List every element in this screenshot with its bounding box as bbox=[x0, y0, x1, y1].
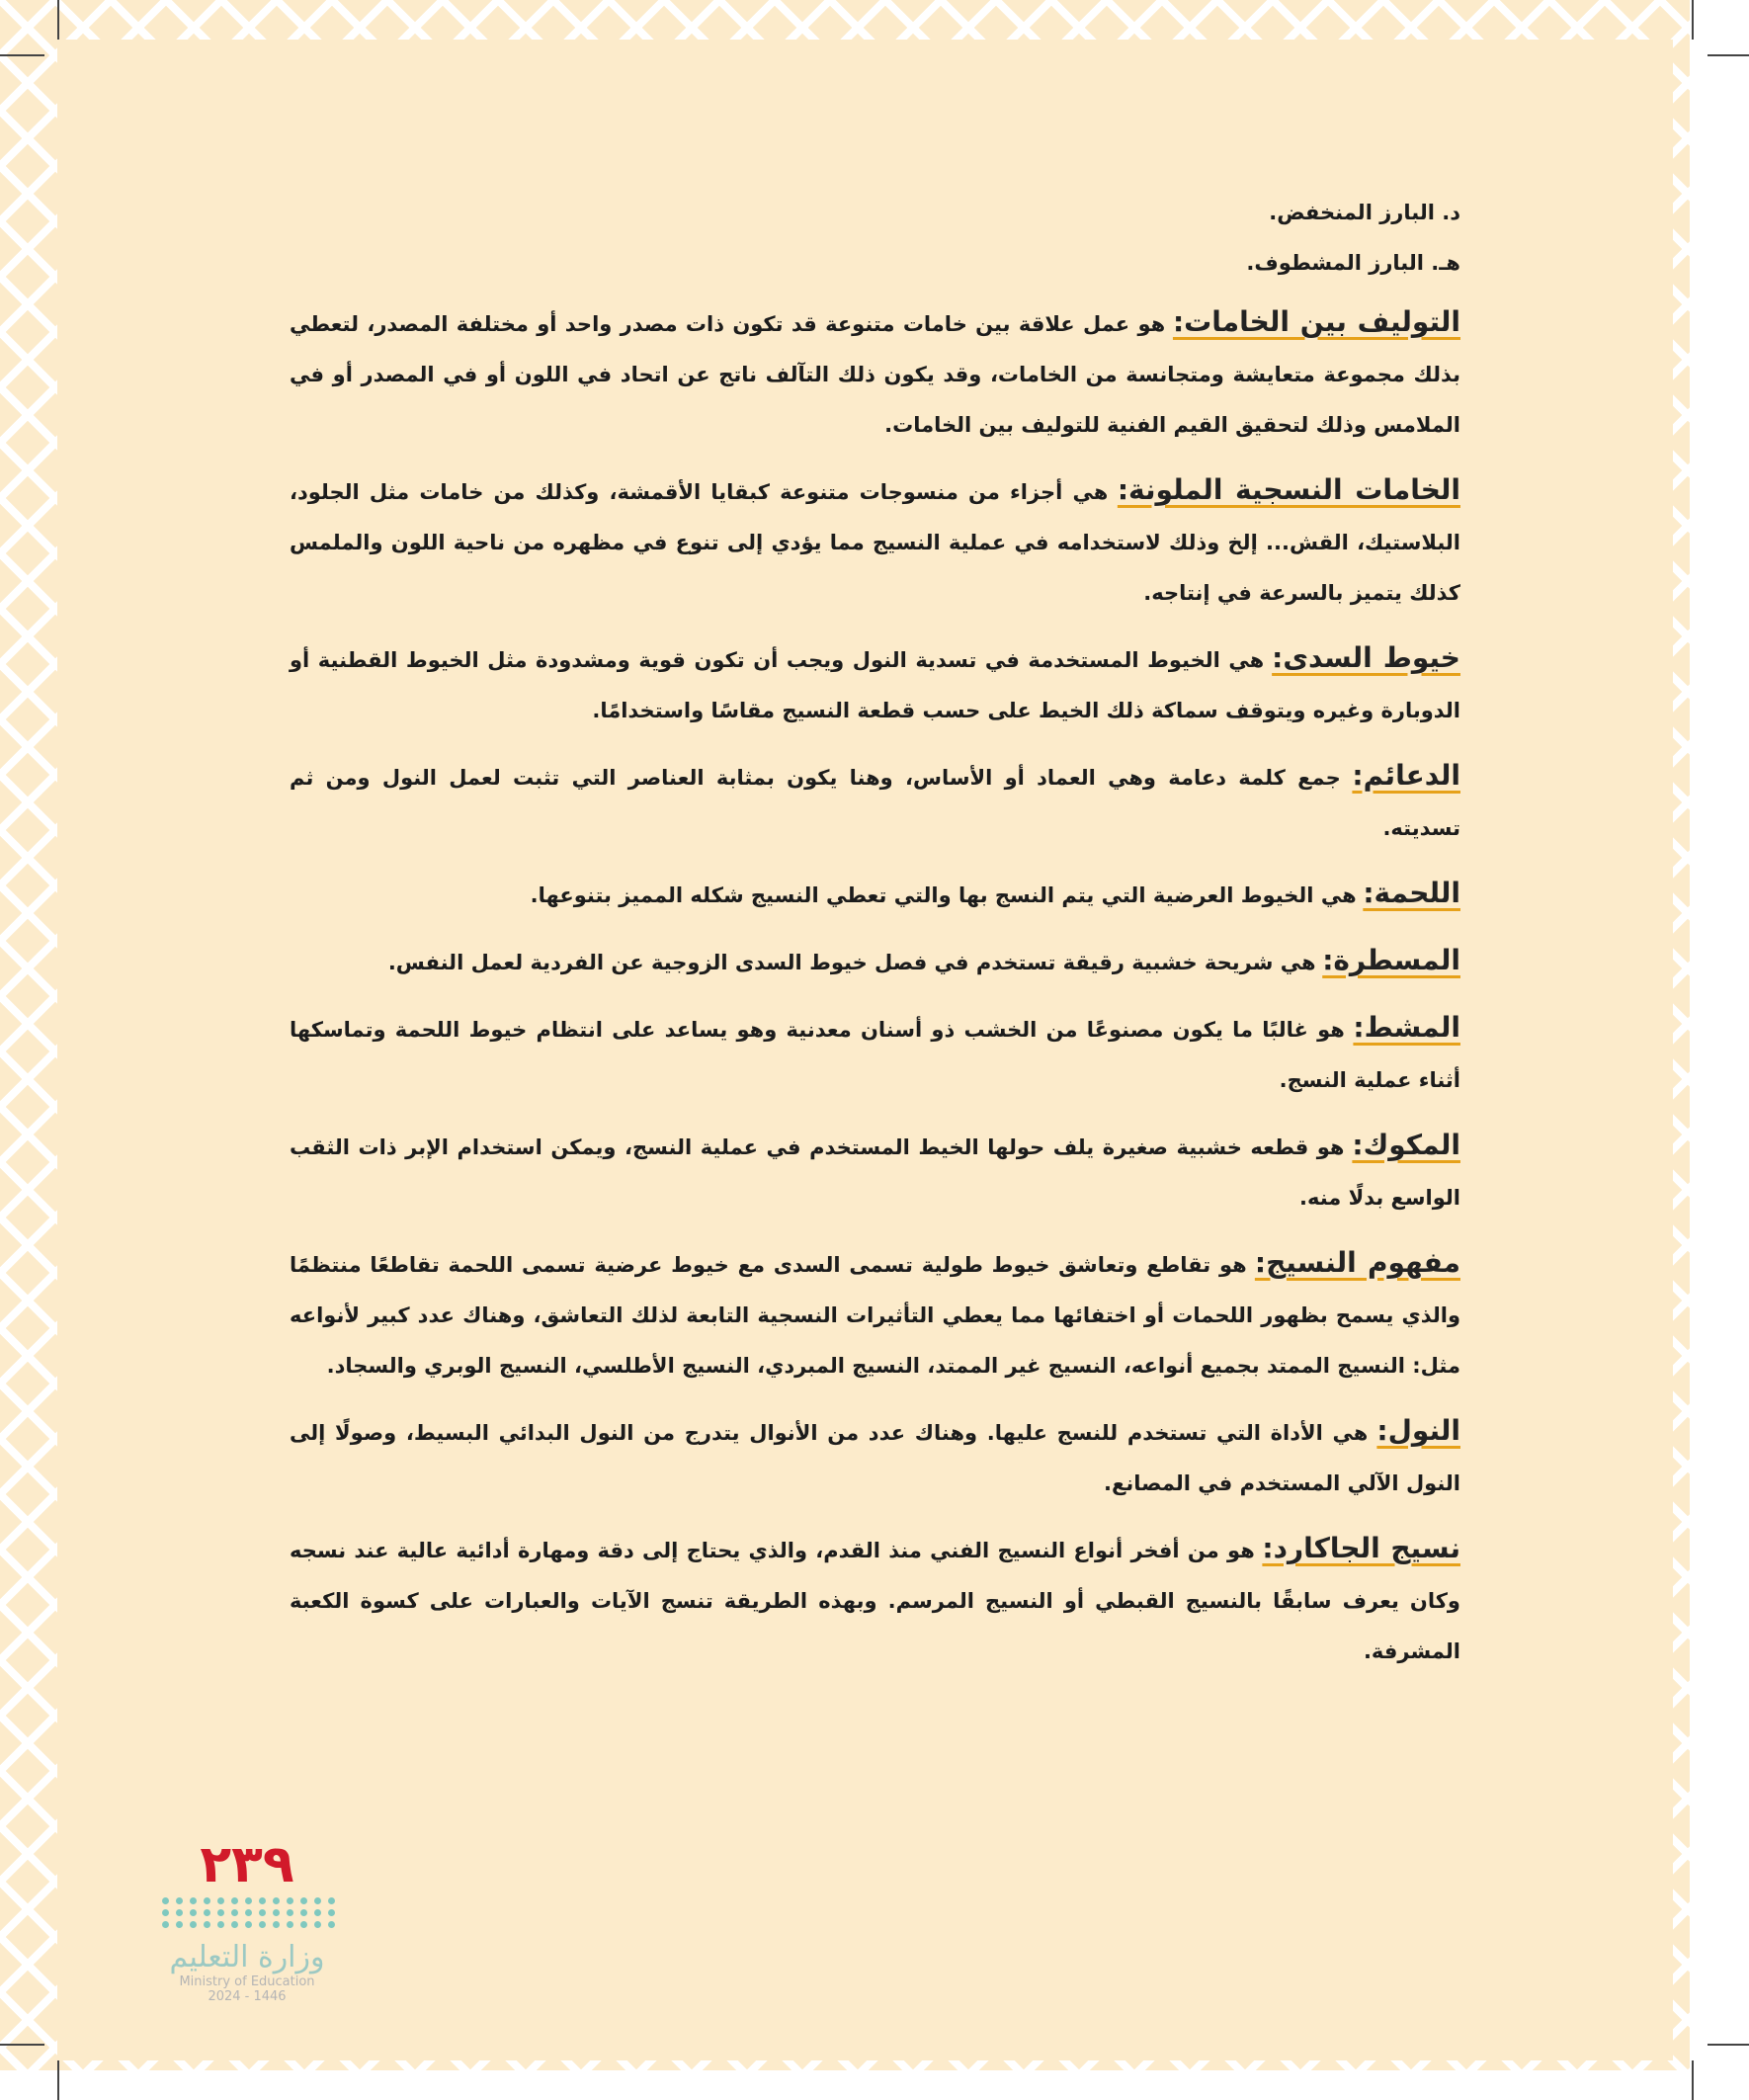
crop-mark bbox=[0, 54, 44, 56]
list-item: هـ. البارز المشطوف. bbox=[1246, 251, 1460, 275]
glossary-definition: هي شريحة خشبية رقيقة تستخدم في فصل خيوط السدى الزوجية عن الفردية لعمل النفس. bbox=[387, 951, 1316, 974]
crop-mark bbox=[57, 0, 59, 40]
crop-mark bbox=[57, 2060, 59, 2100]
glossary-entry bbox=[290, 1237, 1460, 1391]
glossary-term: المسطرة: bbox=[1322, 944, 1460, 976]
ministry-name-english: Ministry of Education bbox=[179, 1974, 315, 1989]
crop-mark bbox=[1707, 54, 1749, 56]
ministry-name-arabic: وزارة التعليم bbox=[169, 1940, 325, 1974]
glossary-definition: جمع كلمة دعامة وهي العماد أو الأساس، وهنا يكون بمثابة العناصر التي تثبت لعمل النول ومن ثم تسديته. bbox=[290, 766, 1460, 840]
glossary-entry bbox=[290, 1002, 1460, 1106]
glossary-entry bbox=[290, 1405, 1460, 1509]
glossary-definition: هو تقاطع وتعاشق خيوط طولية تسمى السدى مع خيوط عرضية تسمى اللحمة تقاطعًا منتظمًا والذي يسمح بظهور اللحمات أو اختفائها مما يعطي التأثيرات النسجية التابعة لذلك التعاشق، وهناك عدد كبير لأنواعه مثل: النسيج الممتد بجميع أنواعه، النسيج غير الممتد، النسيج المبردي، النسيج الأطلسي، النسيج الوبري والسجاد. bbox=[290, 1253, 1460, 1378]
glossary-term: الخامات النسجية الملونة: bbox=[1117, 473, 1460, 506]
glossary-entry bbox=[290, 1523, 1460, 1677]
glossary-definition: هي الخيوط المستخدمة في تسدية النول ويجب أن تكون قوية ومشدودة مثل الخيوط القطنية أو الدوبارة وغيره ويتوقف سماكة ذلك الخيط على حسب قطعة النسيج مقاسًا واستخدامًا. bbox=[290, 648, 1460, 722]
glossary-term: التوليف بين الخامات: bbox=[1172, 305, 1461, 338]
glossary-term: الدعائم: bbox=[1352, 759, 1460, 792]
list-item: د. البارز المنخفض. bbox=[1269, 201, 1460, 224]
glossary-term: خيوط السدى: bbox=[1272, 641, 1460, 674]
glossary-entry bbox=[290, 750, 1460, 854]
glossary-entry bbox=[290, 464, 1460, 619]
glossary-content bbox=[290, 188, 1460, 1691]
glossary-definition: هي الخيوط العرضية التي يتم النسج بها والتي تعطي النسيج شكله المميز بتنوعها. bbox=[530, 883, 1357, 907]
glossary-definition: هو غالبًا ما يكون مصنوعًا من الخشب ذو أسنان معدنية وهو يساعد على انتظام خيوط اللحمة وتماسكها أثناء عملية النسج. bbox=[290, 1018, 1460, 1092]
crop-mark bbox=[0, 2044, 44, 2046]
glossary-term: اللحمة: bbox=[1363, 877, 1460, 909]
glossary-term: نسيج الجاكارد: bbox=[1262, 1532, 1460, 1564]
glossary-term: المكوك: bbox=[1352, 1129, 1460, 1161]
crop-mark bbox=[1692, 2060, 1694, 2100]
glossary-term: مفهوم النسيج: bbox=[1254, 1246, 1460, 1279]
glossary-definition: هي أجزاء من منسوجات متنوعة كبقايا الأقمشة، وكذلك من خامات مثل الجلود، البلاستيك، القش... إلخ وذلك لاستخدامه في عملية النسيج مما يؤدي إلى تنوع في مظهره من ناحية اللون والملمس كذلك يتميز بالسرعة في إنتاجه. bbox=[290, 480, 1460, 605]
glossary-entry bbox=[290, 868, 1460, 921]
glossary-term: النول: bbox=[1376, 1414, 1460, 1447]
crop-mark bbox=[1692, 0, 1694, 40]
glossary-definition: هو عمل علاقة بين خامات متنوعة قد تكون ذات مصدر واحد أو مختلفة المصدر، لتعطي بذلك مجموعة متعايشة ومتجانسة من الخامات، وقد يكون ذلك التآلف ناتج عن اتحاد في اللون أو في المصدر أو في الملامس وذلك لتحقيق القيم الفنية للتوليف بين الخامات. bbox=[290, 312, 1460, 437]
glossary-definition: هو من أفخر أنواع النسيج الفني منذ القدم، والذي يحتاج إلى دقة ومهارة أدائية عالية عند نسجه وكان يعرف سابقًا بالنسيج القبطي أو النسيج المرسم. وبهذه الطريقة تنسج الآيات والعبارات على كسوة الكعبة المشرفة. bbox=[290, 1539, 1460, 1663]
glossary-entry bbox=[290, 632, 1460, 736]
glossary-definition: هو قطعه خشبية صغيرة يلف حولها الخيط المستخدم في عملية النسج، ويمكن استخدام الإبر ذات الثقب الواسع بدلًا منه. bbox=[290, 1135, 1460, 1210]
glossary-entry bbox=[290, 296, 1460, 451]
glossary-term: المشط: bbox=[1353, 1011, 1460, 1044]
edition-year: 2024 - 1446 bbox=[208, 1989, 287, 2004]
glossary-definition: هي الأداة التي تستخدم للنسج عليها. وهناك عدد من الأنوال يتدرج من النول البدائي البسيط، وصولًا إلى النول الآلي المستخدم في المصانع. bbox=[290, 1421, 1460, 1495]
page-footer bbox=[153, 1835, 341, 2004]
page-number: ٢٣٩ bbox=[200, 1835, 294, 1894]
ministry-logo-icon bbox=[153, 1897, 341, 1928]
crop-mark bbox=[1707, 2044, 1749, 2046]
glossary-entry bbox=[290, 1120, 1460, 1223]
glossary-entry bbox=[290, 935, 1460, 988]
